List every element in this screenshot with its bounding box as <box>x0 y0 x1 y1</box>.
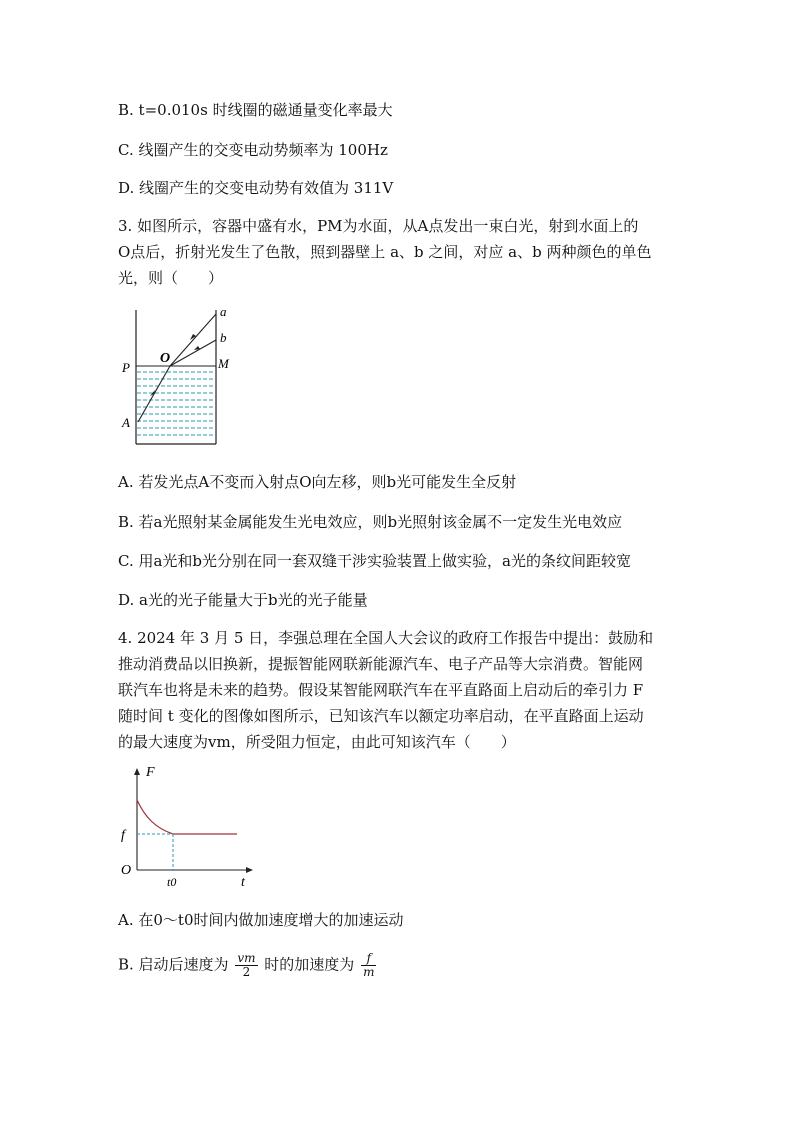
q3-label-a: a <box>220 304 227 319</box>
q4-option-b-middle: 时的加速度为 <box>264 955 355 974</box>
q4-label-f: f <box>121 828 125 843</box>
q3-label-b: b <box>220 330 227 345</box>
q4-frac1-denominator: 2 <box>242 965 251 979</box>
q4-option-b-prefix: B. 启动后速度为 <box>118 955 229 974</box>
q2-option-c: C. 线圈产生的交变电动势频率为 100Hz <box>118 141 388 159</box>
q4-frac2-numerator: f <box>361 952 376 966</box>
q4-frac1-numerator: vm <box>237 951 256 965</box>
q2-option-b: B. t=0.010s 时线圈的磁通量变化率最大 <box>118 101 393 119</box>
q4-label-origin: O <box>121 863 132 878</box>
q4-fraction-vm-over-2 <box>235 952 257 979</box>
q3-label-o: O <box>160 351 171 366</box>
q4-stem-line2: 推动消费品以旧换新，提振智能网联新能源汽车、电子产品等大宗消费。智能网 <box>118 655 644 673</box>
q4-stem-line3: 联汽车也将是未来的趋势。假设某智能网联汽车在平直路面上启动后的牵引力 F <box>118 681 644 699</box>
q4-force-time-graph <box>115 762 260 892</box>
q3-stem-line2: O点后，折射光发生了色散，照到器壁上 a、b 之间，对应 a、b 两种颜色的单色 <box>118 243 652 261</box>
q4-label-f-axis: F <box>146 765 155 780</box>
q3-label-p: P <box>122 360 130 375</box>
q3-option-d: D. a光的光子能量大于b光的光子能量 <box>118 591 368 609</box>
q4-stem-line5: 的最大速度为vm，所受阻力恒定，由此可知该汽车（ ） <box>118 733 516 751</box>
q3-refraction-figure <box>110 300 240 450</box>
q4-label-t0: t0 <box>167 875 177 889</box>
q3-option-b: B. 若a光照射某金属能发生光电效应，则b光照射该金属不一定发生光电效应 <box>118 513 623 531</box>
q4-fraction-f-over-m <box>361 952 376 979</box>
q3-stem-line1: 3. 如图所示，容器中盛有水，PM为水面，从A点发出一束白光，射到水面上的 <box>118 217 639 235</box>
q4-stem-line4: 随时间 t 变化的图像如图所示，已知该汽车以额定功率启动，在平直路面上运动 <box>118 707 644 725</box>
q4-stem-line1: 4. 2024 年 3 月 5 日，李强总理在全国人大会议的政府工作报告中提出：鼓励和 <box>118 629 654 647</box>
q3-stem-line3: 光，则（ ） <box>118 269 224 287</box>
q3-option-a: A. 若发光点A不变而入射点O向左移，则b光可能发生全反射 <box>118 473 517 491</box>
q4-option-b <box>118 952 378 979</box>
q2-option-d: D. 线圈产生的交变电动势有效值为 311V <box>118 179 394 197</box>
q4-frac2-denominator: m <box>363 965 375 979</box>
q4-label-t: t <box>241 875 245 890</box>
q3-label-m: M <box>218 356 229 371</box>
q3-label-a-point: A <box>122 415 130 430</box>
q4-option-a: A. 在0～t0时间内做加速度增大的加速运动 <box>118 911 404 929</box>
q3-option-c: C. 用a光和b光分别在同一套双缝干涉实验装置上做实验，a光的条纹间距较宽 <box>118 552 631 570</box>
